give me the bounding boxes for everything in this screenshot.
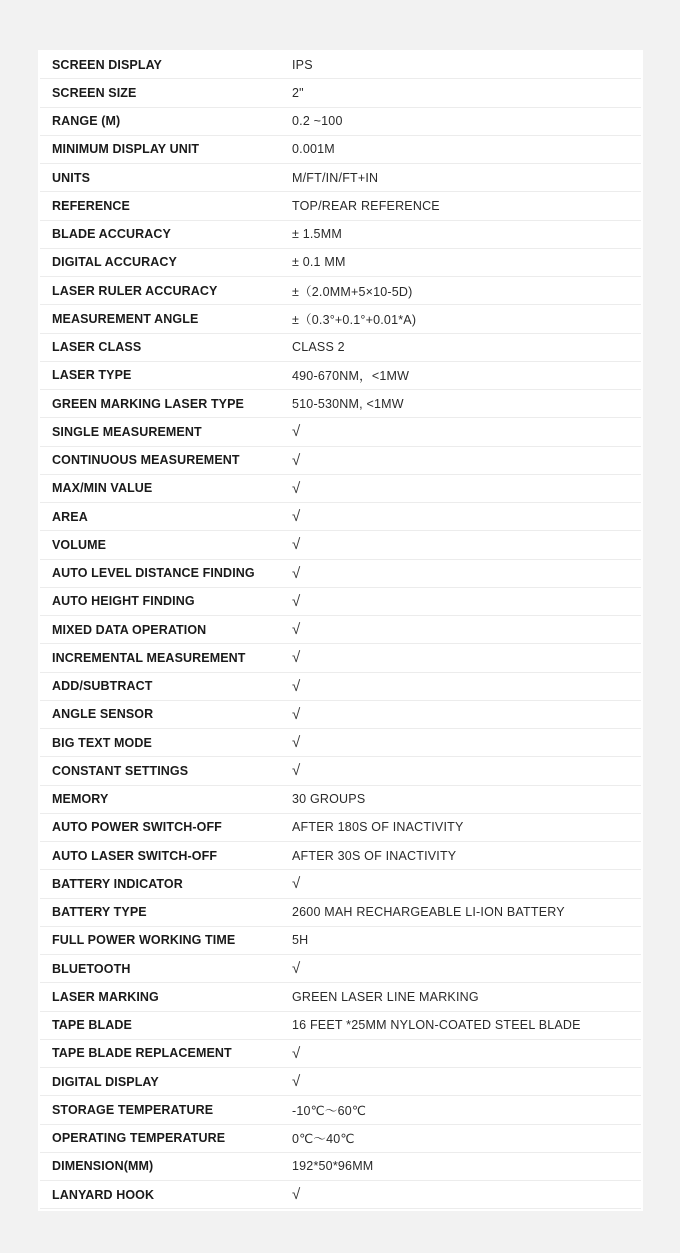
spec-row (40, 334, 641, 362)
spec-row (40, 588, 641, 616)
spec-row (40, 447, 641, 475)
spec-value: 2600 MAH RECHARGEABLE LI-ION BATTERY (292, 905, 565, 920)
spec-value: 510-530NM, <1MW (292, 396, 404, 411)
spec-value: 192*50*96MM (292, 1159, 374, 1174)
spec-label: ADD/SUBTRACT (52, 679, 153, 694)
spec-label: VOLUME (52, 537, 107, 552)
spec-value: M/FT/IN/FT+IN (292, 170, 379, 185)
spec-row (40, 305, 641, 333)
spec-row (40, 221, 641, 249)
spec-row (40, 108, 641, 136)
spec-row (40, 1012, 641, 1040)
spec-label: SCREEN DISPLAY (52, 57, 162, 72)
spec-label: MAX/MIN VALUE (52, 481, 153, 496)
spec-label: CONTINUOUS MEASUREMENT (52, 453, 240, 468)
check-mark: √ (292, 677, 301, 695)
spec-label: MEMORY (52, 792, 109, 807)
spec-value: ± 0.1 MM (292, 255, 346, 270)
spec-label: CONSTANT SETTINGS (52, 763, 189, 778)
spec-row (40, 899, 641, 927)
spec-value: 0℃～40℃ (292, 1132, 355, 1147)
spec-row (40, 644, 641, 672)
check-mark: √ (292, 762, 301, 780)
spec-row (40, 249, 641, 277)
spec-label: TAPE BLADE REPLACEMENT (52, 1046, 232, 1061)
spec-label: AREA (52, 509, 88, 524)
spec-value: 5H (292, 933, 309, 948)
spec-row (40, 136, 641, 164)
check-mark: √ (292, 508, 301, 526)
spec-label: FULL POWER WORKING TIME (52, 933, 236, 948)
spec-label: AUTO HEIGHT FINDING (52, 594, 195, 609)
spec-label: DIMENSION(MM) (52, 1159, 154, 1174)
spec-row (40, 757, 641, 785)
spec-label: MINIMUM DISPLAY UNIT (52, 142, 200, 157)
spec-label: BLADE ACCURACY (52, 227, 171, 242)
spec-label: LASER MARKING (52, 989, 159, 1004)
spec-label: SCREEN SIZE (52, 85, 137, 100)
spec-label: AUTO LASER SWITCH-OFF (52, 848, 218, 863)
spec-row (40, 362, 641, 390)
check-mark: √ (292, 1186, 301, 1204)
spec-label: OPERATING TEMPERATURE (52, 1131, 226, 1146)
spec-label: MEASUREMENT ANGLE (52, 311, 199, 326)
spec-label: LANYARD HOOK (52, 1187, 155, 1202)
spec-label: BATTERY TYPE (52, 905, 147, 920)
spec-label: TAPE BLADE (52, 1018, 132, 1033)
spec-row (40, 531, 641, 559)
spec-label: BLUETOOTH (52, 961, 131, 976)
spec-row (40, 475, 641, 503)
spec-label: MIXED DATA OPERATION (52, 622, 207, 637)
spec-label: STORAGE TEMPERATURE (52, 1102, 214, 1117)
spec-label: INCREMENTAL MEASUREMENT (52, 650, 246, 665)
spec-label: LASER RULER ACCURACY (52, 283, 218, 298)
check-mark: √ (292, 564, 301, 582)
spec-row (40, 192, 641, 220)
spec-row (40, 1040, 641, 1068)
check-mark: √ (292, 1044, 301, 1062)
spec-row (40, 560, 641, 588)
spec-row (40, 983, 641, 1011)
spec-row (40, 673, 641, 701)
check-mark: √ (292, 705, 301, 723)
spec-row (40, 277, 641, 305)
spec-value: 16 FEET *25MM NYLON-COATED STEEL BLADE (292, 1018, 581, 1033)
spec-label: BIG TEXT MODE (52, 735, 152, 750)
spec-row (40, 1096, 641, 1124)
spec-label: UNITS (52, 170, 90, 185)
spec-row (40, 701, 641, 729)
spec-label: RANGE (M) (52, 114, 121, 129)
spec-row (40, 164, 641, 192)
check-mark: √ (292, 536, 301, 554)
spec-value: 490-670NM，<1MW (292, 369, 410, 384)
spec-label: AUTO POWER SWITCH-OFF (52, 820, 222, 835)
spec-row (40, 418, 641, 446)
spec-row (40, 616, 641, 644)
spec-value: 30 GROUPS (292, 792, 366, 807)
check-mark: √ (292, 592, 301, 610)
spec-row (40, 842, 641, 870)
spec-label: BATTERY INDICATOR (52, 876, 183, 891)
spec-card (38, 50, 643, 1211)
spec-value: 2" (292, 85, 304, 100)
spec-row (40, 927, 641, 955)
spec-label: GREEN MARKING LASER TYPE (52, 396, 244, 411)
check-mark: √ (292, 479, 301, 497)
spec-value: IPS (292, 57, 313, 72)
spec-row (40, 1181, 641, 1209)
check-mark: √ (292, 734, 301, 752)
spec-label: LASER CLASS (52, 340, 142, 355)
spec-row (40, 1153, 641, 1181)
spec-value: ±（0.3°+0.1°+0.01*A) (292, 312, 417, 327)
spec-row (40, 729, 641, 757)
spec-value: 0.2 ~100 (292, 114, 343, 129)
spec-value: TOP/REAR REFERENCE (292, 198, 440, 213)
spec-label: AUTO LEVEL DISTANCE FINDING (52, 566, 255, 581)
check-mark: √ (292, 621, 301, 639)
spec-value: ± 1.5MM (292, 227, 342, 242)
spec-row (40, 1125, 641, 1153)
spec-value: CLASS 2 (292, 340, 345, 355)
spec-row (40, 814, 641, 842)
spec-value: GREEN LASER LINE MARKING (292, 989, 479, 1004)
spec-label: SINGLE MEASUREMENT (52, 424, 202, 439)
spec-row (40, 51, 641, 79)
spec-value: AFTER 180S OF INACTIVITY (292, 820, 464, 835)
spec-row (40, 390, 641, 418)
spec-row (40, 786, 641, 814)
check-mark: √ (292, 423, 301, 441)
spec-value: -10℃～60℃ (292, 1103, 367, 1118)
check-mark: √ (292, 875, 301, 893)
check-mark: √ (292, 649, 301, 667)
spec-table (40, 50, 641, 1209)
spec-label: DIGITAL DISPLAY (52, 1074, 159, 1089)
spec-value: 0.001M (292, 142, 335, 157)
spec-label: REFERENCE (52, 198, 130, 213)
check-mark: √ (292, 451, 301, 469)
spec-row (40, 870, 641, 898)
spec-row (40, 1068, 641, 1096)
check-mark: √ (292, 1073, 301, 1091)
spec-row (40, 503, 641, 531)
spec-label: LASER TYPE (52, 368, 132, 383)
spec-value: ±（2.0MM+5×10-5D) (292, 284, 413, 299)
spec-label: DIGITAL ACCURACY (52, 255, 177, 270)
check-mark: √ (292, 960, 301, 978)
spec-row (40, 79, 641, 107)
spec-label: ANGLE SENSOR (52, 707, 154, 722)
spec-row (40, 955, 641, 983)
spec-value: AFTER 30S OF INACTIVITY (292, 848, 457, 863)
